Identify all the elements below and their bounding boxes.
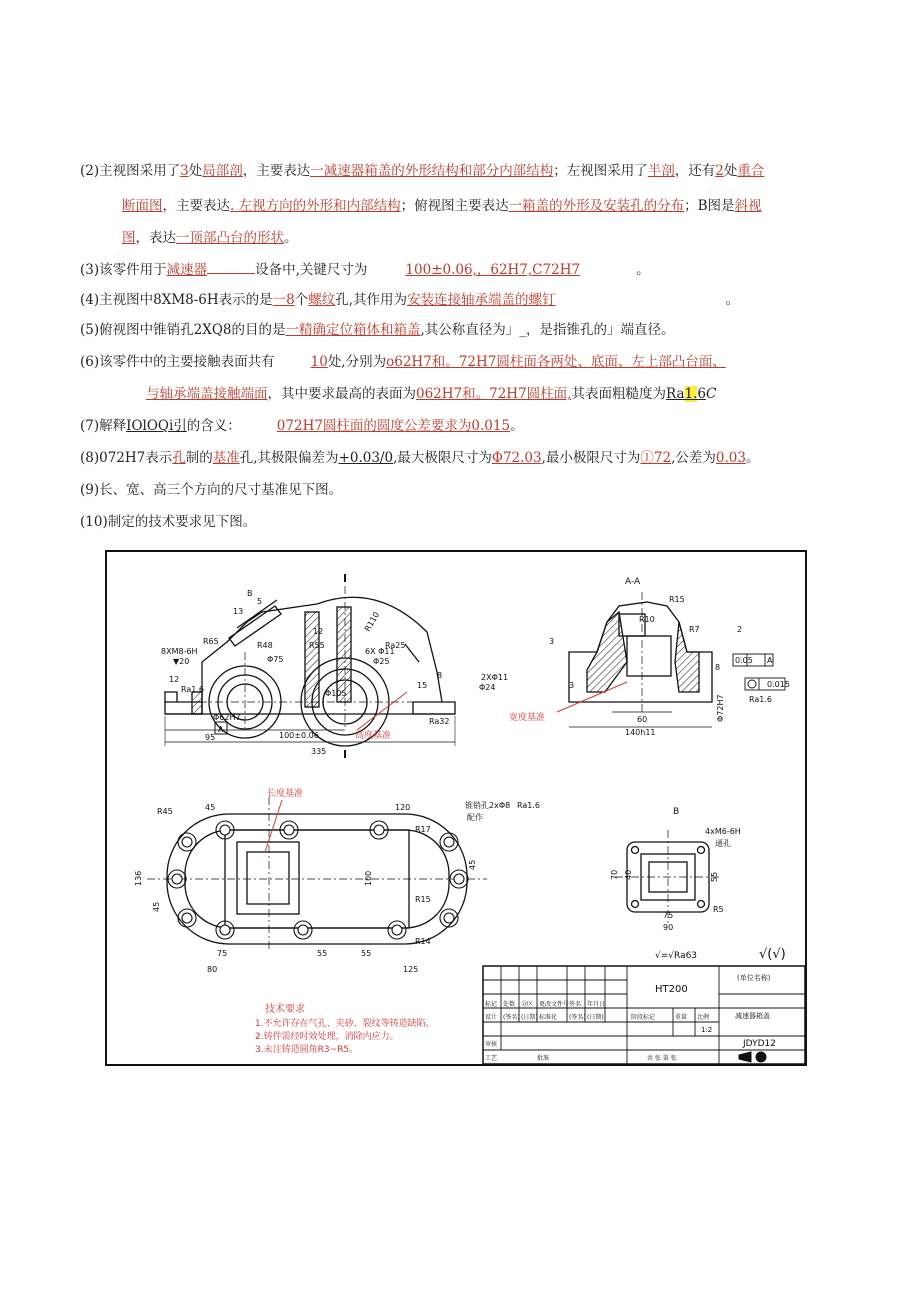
- question-2-line-2: [122, 194, 762, 214]
- q8-answer-u1: +0.03/0: [338, 450, 394, 466]
- q4-text-2: 个: [294, 292, 309, 308]
- q5-text-2: ,其公称直径为」_，是指锥孔的」端直径。: [420, 322, 675, 338]
- dimension-label: 120: [395, 803, 411, 812]
- q2-answer-8: 一箱盖的外形及安装孔的分布: [508, 198, 685, 214]
- q4-text-4: 。: [725, 292, 740, 308]
- q5-answer-1: 一精确定位箱体和箱盖: [285, 322, 421, 338]
- tb-count: 处数: [503, 1001, 516, 1008]
- dimension-label: R65: [203, 637, 219, 646]
- q7-text-1: (7)解释: [80, 418, 127, 434]
- q2-answer-6: 重合: [737, 163, 765, 179]
- question-7: [80, 414, 524, 434]
- dimension-label: R15: [669, 595, 685, 604]
- dimension-label: A: [218, 725, 224, 734]
- dimension-label: 95: [205, 733, 216, 742]
- dimension-label: Ra1.6: [749, 695, 773, 704]
- bolt-hole: [454, 874, 464, 884]
- bolt-hole: [374, 825, 384, 835]
- question-6: [80, 350, 726, 370]
- q2-answer-4: 半剖: [647, 163, 675, 179]
- q2-text-2: 处: [188, 163, 203, 179]
- tb-standard: 标准化: [539, 1014, 558, 1021]
- dimension-label: 3: [549, 637, 555, 646]
- section-title: A-A: [625, 577, 641, 587]
- q3-text-1: (3)该零件用于: [80, 262, 167, 278]
- q7-text-3: 。: [510, 418, 524, 434]
- bolt-hole: [444, 837, 454, 847]
- bolt-hole: [284, 825, 294, 835]
- dimension-label: 100: [364, 870, 373, 886]
- dimension-label: Φ72H7: [716, 694, 725, 722]
- dimension-label: 12: [313, 627, 324, 636]
- projection-symbol-icon: [739, 1052, 766, 1062]
- tb-standard-date: (日期): [587, 1014, 604, 1021]
- question-2-line-3: [122, 226, 298, 246]
- q7-text-2: 的含义：: [186, 418, 241, 434]
- dimension-label: 40: [624, 869, 633, 880]
- q3-text-3: 。: [636, 262, 650, 278]
- q2-answer-3: 一减速器箱盖的外形结构和部分内部结构: [310, 163, 554, 179]
- dimension-label: 8: [715, 663, 721, 672]
- dimension-label: R45: [157, 807, 173, 816]
- dimension-label: R7: [689, 625, 700, 634]
- q2-text-5: ，还有: [674, 163, 716, 179]
- dimension-label: R17: [415, 825, 431, 834]
- question-5: [80, 318, 675, 338]
- q6-text-2: 处,分别为: [327, 354, 387, 370]
- title-block-text: [485, 973, 776, 1062]
- q2-answer-10: 一顶部凸台的形状: [176, 230, 284, 246]
- question-3: [80, 258, 650, 278]
- tb-design: 设计: [485, 1014, 498, 1021]
- tb-stage: 阶段标记: [631, 1014, 656, 1021]
- material: HT200: [655, 984, 688, 995]
- q3-answer-1: 减速器: [166, 262, 208, 278]
- q3-answer-2: 100±0.06,，62H7,C72H7: [405, 262, 581, 278]
- q6-answer-2: o62H7和。72H7圆柱面各两处、底面、左上部凸台面、: [386, 354, 726, 370]
- section-labels: [549, 577, 790, 817]
- q2-text-1: (2)主视图采用了: [80, 163, 181, 179]
- tb-mark: 标记: [485, 1001, 498, 1008]
- drawing-number: JDYD12: [743, 1039, 776, 1049]
- height-datum-label: 高度基准: [355, 731, 392, 741]
- tb-audit: 审核: [485, 1041, 498, 1048]
- q2-text-4: ；左视图采用了: [553, 163, 648, 179]
- q4-answer-3: 安装连接轴承端盖的螺钉: [407, 292, 556, 308]
- view-b-title: B: [673, 807, 680, 817]
- dimension-label: Φ75: [267, 655, 284, 664]
- dimension-label: 60: [637, 715, 648, 724]
- q8-text-2: 制的: [185, 450, 213, 466]
- dimension-label: 45: [205, 803, 216, 812]
- tb-design-date: (日期): [521, 1014, 538, 1021]
- dimension-label: R5: [713, 905, 724, 914]
- front-view-labels: [161, 589, 508, 756]
- tb-ratio: 比例: [697, 1014, 710, 1021]
- length-datum-label: 长度基准: [267, 789, 304, 799]
- q7-symbol: IOlOQi引: [126, 418, 187, 434]
- tech-title: 技术要求: [265, 1004, 305, 1015]
- dimension-label: Φ24: [479, 683, 496, 692]
- dimension-label: 45: [468, 859, 477, 870]
- question-4: [80, 288, 739, 308]
- tb-sign: 签名: [569, 1001, 582, 1008]
- q2-text-10: ，表达: [135, 230, 176, 246]
- dimension-label: B: [247, 589, 253, 598]
- dimension-label: 2: [737, 625, 743, 634]
- dimension-label: 45: [152, 901, 161, 912]
- dimension-label: 8: [437, 671, 443, 680]
- q2-text-6: 处: [723, 163, 738, 179]
- dimension-label: 125: [403, 965, 419, 974]
- q7-answer-1: 072H7圆柱面的圆度公差要求为0.015: [276, 418, 511, 434]
- tech-item-2: 2.铸件需经时效处理，消除内应力。: [255, 1032, 399, 1042]
- q2-answer-1: 3: [180, 163, 189, 179]
- roughness-note: √=√Ra63: [655, 951, 698, 961]
- dimension-label: A: [767, 656, 773, 665]
- bolt-hole: [220, 825, 230, 835]
- q3-blank-1: [207, 273, 255, 274]
- dimension-label: 75: [217, 949, 228, 958]
- bolt-hole: [444, 913, 454, 923]
- q8-text-5: ,最小极限尺寸为: [541, 450, 641, 466]
- dimension-label: 锥销孔2xΦ8: [465, 801, 511, 810]
- question-8: [80, 446, 759, 466]
- dimension-label: 6X Φ11: [365, 647, 395, 656]
- dimension-label: 136: [134, 870, 143, 886]
- dimension-label: 55: [361, 949, 372, 958]
- question-2: [80, 160, 880, 182]
- q2-text-3: ，主要表达: [242, 163, 311, 179]
- q6-answer-4c: 6: [697, 386, 706, 402]
- q2-answer-7: . 左视方向的外形和内部结构: [230, 198, 401, 214]
- dimension-label: 15: [417, 681, 428, 690]
- dimension-label: 335: [311, 747, 327, 756]
- dimension-label: Φ62H7: [213, 713, 241, 722]
- bolt-hole: [298, 925, 308, 935]
- dimension-label: R15: [415, 895, 431, 904]
- q3-text-2: 设备中,关键尺寸为: [255, 262, 368, 278]
- q4-text-1: (4)主视图中8XM8-6H表示的是: [80, 292, 273, 308]
- dimension-label: 8XM8-6H: [161, 647, 198, 656]
- bolt-hole: [182, 837, 192, 847]
- dimension-label: 55: [317, 949, 328, 958]
- dimension-label: 12: [169, 675, 180, 684]
- q2-answer-9: 斜视: [734, 198, 762, 214]
- q6-answer-4a: Ra: [665, 386, 685, 402]
- dimension-label: R14: [415, 937, 431, 946]
- tech-item-3: 3.未注铸造圆角R3~R5。: [255, 1045, 359, 1055]
- tb-zone: 分区: [521, 1001, 534, 1008]
- q8-answer-4: ①72: [640, 450, 672, 466]
- scale: 1:2: [701, 1026, 713, 1034]
- q2-text-7: ，主要表达: [162, 198, 230, 214]
- q5-text-1: (5)俯视图中锥销孔2XQ8的目的是: [80, 322, 286, 338]
- bolt-hole: [392, 925, 402, 935]
- q8-answer-3: Φ72.03: [491, 450, 542, 466]
- q6-answer-4b: 1.: [684, 386, 698, 402]
- top-view: [147, 797, 487, 952]
- q2-text-9: ；B图是: [684, 198, 735, 214]
- dimension-label: 75: [663, 911, 674, 920]
- bolt-hole: [172, 874, 182, 884]
- q8-text-7: 。: [745, 450, 760, 466]
- dimension-label: Φ25: [373, 657, 390, 666]
- q6-answer-3: 062H7和。72H7圆柱面,: [416, 386, 572, 402]
- tb-approve: 批准: [537, 1055, 550, 1062]
- bolt-hole: [220, 925, 230, 935]
- tech-item-1: 1.不允许存在气孔、夹砂、裂纹等铸造缺陷。: [255, 1019, 435, 1029]
- bolt-hole: [182, 913, 192, 923]
- dimension-label: 5: [257, 597, 263, 606]
- dimension-label: 55: [710, 871, 719, 882]
- tb-weight: 重量: [675, 1014, 688, 1021]
- dimension-label: 0.05: [735, 656, 753, 665]
- dimension-label: 100±0.06: [279, 731, 319, 740]
- tb-date: 年月日: [587, 1001, 606, 1008]
- tb-standard-sign: (签名): [569, 1014, 586, 1021]
- drawing-svg: [107, 552, 805, 1064]
- dimension-label: R48: [257, 641, 273, 650]
- dimension-label: 80: [207, 965, 218, 974]
- q2-text-11: 。: [284, 230, 298, 246]
- dimension-label: R55: [309, 641, 325, 650]
- dimension-label: ▼20: [173, 657, 190, 666]
- dimension-label: 90: [663, 923, 674, 932]
- q8-answer-2: 基准: [212, 450, 240, 466]
- q4-text-3: 孔,其作用为: [335, 292, 408, 308]
- dimension-label: R110: [362, 610, 382, 633]
- q4-answer-2: 螺纹: [308, 292, 336, 308]
- q8-text-6: ,公差为: [671, 450, 716, 466]
- q2-answer-9b: 图: [122, 230, 136, 246]
- q6-answer-2b: 与轴承端盖接触端面: [146, 386, 268, 402]
- dimension-label: Ra1.6: [181, 685, 205, 694]
- tb-sheets: 共 张 第 张: [647, 1055, 677, 1062]
- roughness-all: √(√): [759, 947, 786, 962]
- question-10: (10)制定的技术要求见下图。: [80, 514, 257, 530]
- dimension-label: R10: [639, 615, 655, 624]
- dimension-label: 2XΦ11: [481, 673, 509, 682]
- dimension-label: Φ105: [325, 689, 347, 698]
- q8-text-4: ,最大极限尺寸为: [393, 450, 492, 466]
- dimension-label: 3: [569, 681, 575, 690]
- tb-design-sign: (签名): [503, 1014, 520, 1021]
- dimension-label: 70: [610, 869, 619, 880]
- width-datum-label: 宽度基准: [509, 713, 546, 723]
- part-name: 减速器箱盖: [735, 1012, 770, 1020]
- q2-answer-6b: 断面图: [122, 198, 163, 214]
- dimension-label: 通孔: [715, 839, 731, 848]
- top-view-labels: [134, 800, 540, 974]
- dimension-label: Ra1.6: [517, 801, 541, 810]
- unit-name: (单位名称): [737, 974, 771, 982]
- q8-answer-5: 0.03: [715, 450, 746, 466]
- dimension-label: 140h11: [625, 728, 656, 737]
- dimension-label: 0.015: [767, 680, 790, 689]
- q6-text-3: ，其中要求最高的表面为: [267, 386, 416, 402]
- top-view-bolt-holes: [168, 821, 468, 939]
- q2-answer-5: 2: [715, 163, 724, 179]
- dimension-label: 4xM6-6H: [705, 827, 741, 836]
- q6-answer-1: 10: [310, 354, 328, 370]
- tb-change-doc: 更改文件号: [539, 1001, 570, 1008]
- dimension-label: Ra25: [385, 641, 406, 650]
- dimension-label: 13: [233, 607, 244, 616]
- engineering-drawing: [105, 550, 807, 1066]
- dimension-label: Ra32: [429, 717, 450, 726]
- dimension-label: 配作: [467, 813, 483, 822]
- q6-answer-4d: C: [705, 386, 717, 402]
- q6-text-4: 其表面粗糙度为: [571, 386, 666, 402]
- q8-text-1: (8)072H7表示: [80, 450, 173, 466]
- q8-answer-1: 孔: [172, 450, 186, 466]
- q2-answer-2: 局部剖: [202, 163, 243, 179]
- view-b-labels: [610, 827, 741, 932]
- q6-text-1: (6)该零件中的主要接触表面共有: [80, 354, 275, 370]
- question-9: (9)长、宽、高三个方向的尺寸基准见下图。: [80, 482, 343, 498]
- q4-answer-1: 一8: [272, 292, 295, 308]
- q2-text-8: ；俯视图主要表达: [400, 198, 509, 214]
- tb-process: 工艺: [485, 1055, 498, 1062]
- question-6-line-2: [146, 382, 716, 402]
- height-datum: [355, 692, 407, 741]
- tech-requirements: [255, 1002, 435, 1055]
- q8-text-3: 孔,其极限偏差为: [239, 450, 339, 466]
